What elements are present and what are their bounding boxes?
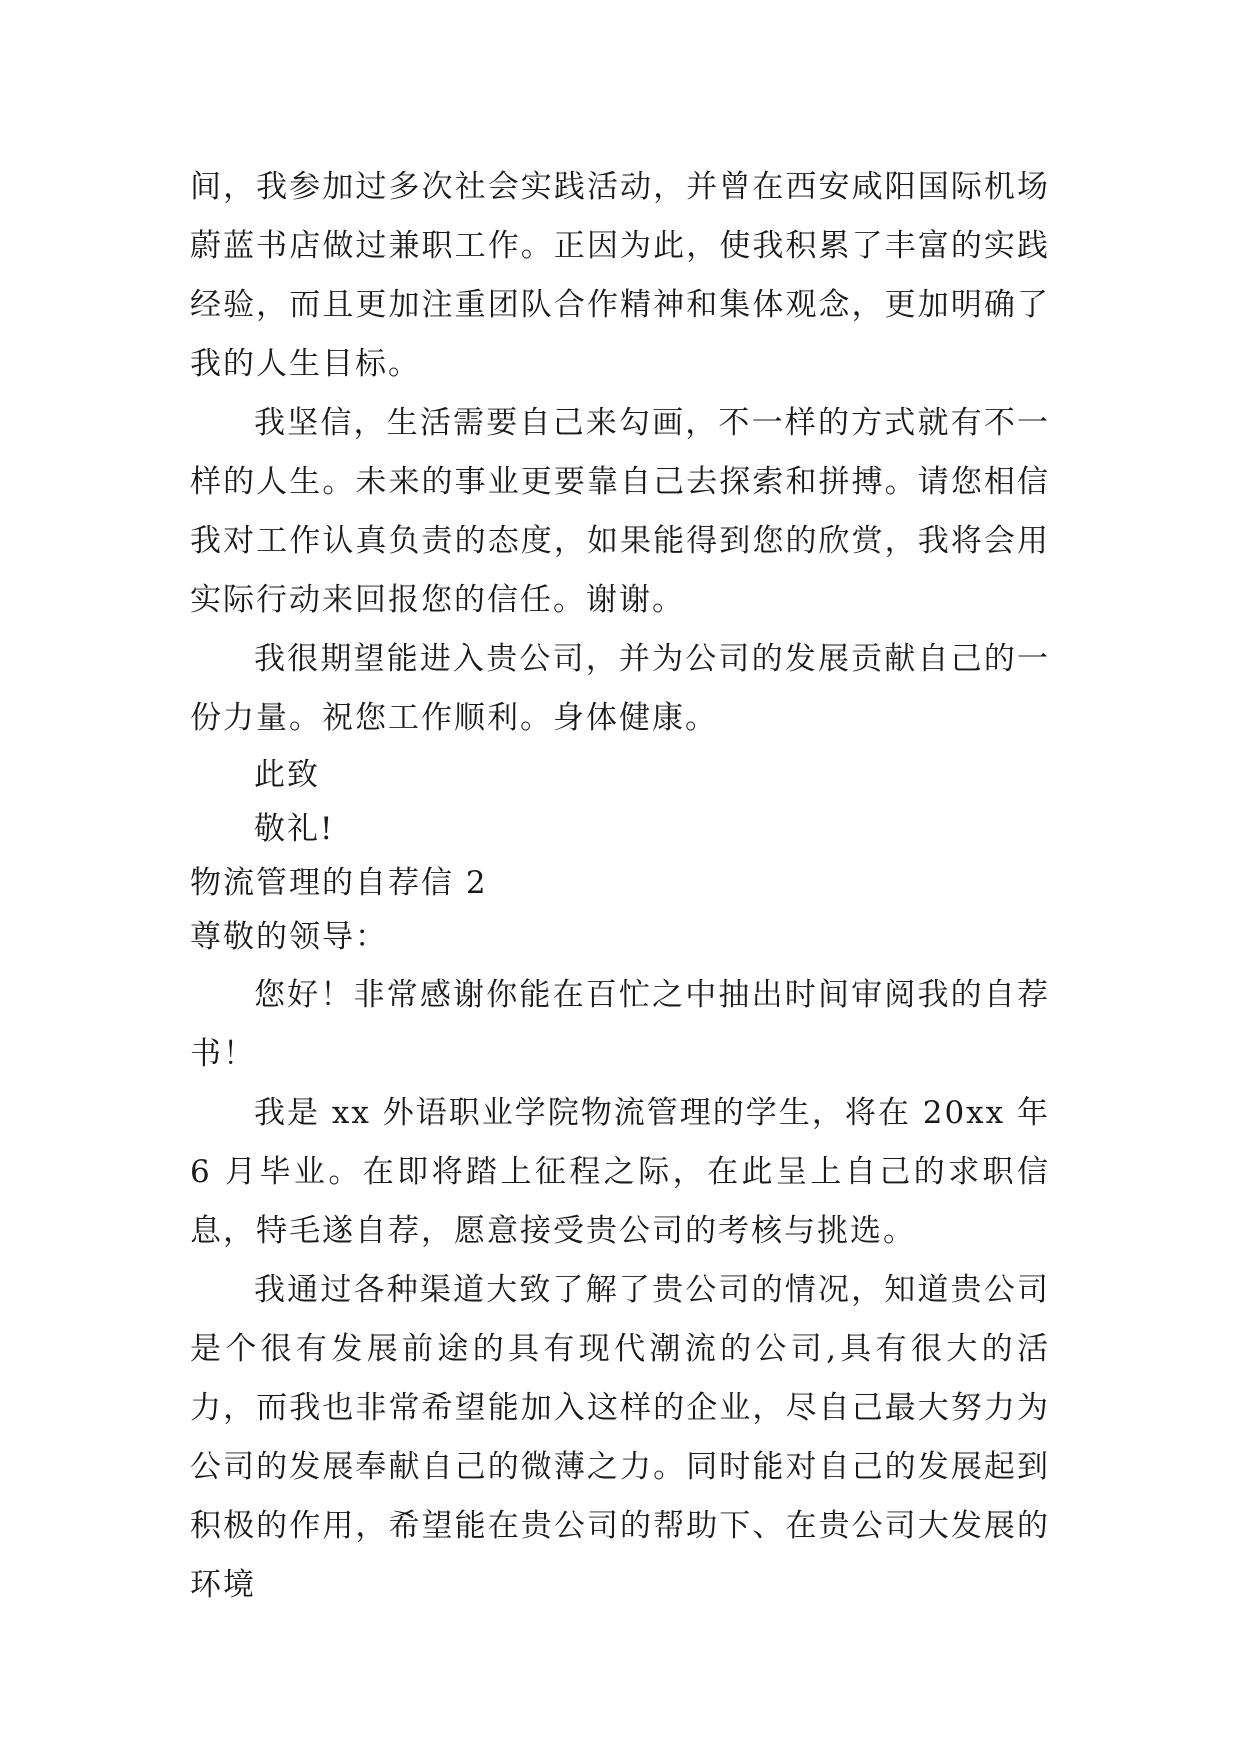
letter-body [190, 158, 1050, 1615]
paragraph-practice-experience: 间，我参加过多次社会实践活动，并曾在西安咸阳国际机场蔚蓝书店做过兼职工作。正因为此，使我积累了丰富的实践经验，而且更加注重团队合作精神和集体观念，更加明确了我的人生目标。 [190, 169, 1050, 382]
paragraph-hope: 我很期望能进入贵公司，并为公司的发展贡献自己的一份力量。祝您工作顺利。身体健康。 [190, 641, 1050, 736]
paragraph-company-understanding: 我通过各种渠道大致了解了贵公司的情况，知道贵公司是个很有发展前途的具有现代潮流的公司,具有很大的活力，而我也非常希望能加入这样的企业，尽自己最大努力为公司的发展奉献自己的微薄之力。同时能对自己的发展起到积极的作用，希望能在贵公司的帮助下、在贵公司大发展的环境 [190, 1272, 1050, 1603]
greeting: 尊敬的领导： [190, 919, 388, 955]
closing-regards: 敬礼! [254, 811, 335, 847]
section-title: 物流管理的自荐信 2 [190, 865, 488, 901]
paragraph-belief: 我坚信，生活需要自己来勾画，不一样的方式就有不一样的人生。未来的事业更要靠自己去探索和拼搏。请您相信我对工作认真负责的态度，如果能得到您的欣赏，我将会用实际行动来回报您的信任。谢谢。 [190, 405, 1050, 618]
closing-salutation: 此致 [254, 757, 320, 793]
paragraph-introduction: 我是 xx 外语职业学院物流管理的学生，将在 20xx 年 6 月毕业。在即将踏上征程之际，在此呈上自己的求职信息，特毛遂自荐，愿意接受贵公司的考核与挑选。 [190, 1095, 1050, 1249]
paragraph-thanks: 您好！非常感谢你能在百忙之中抽出时间审阅我的自荐书！ [190, 977, 1050, 1072]
